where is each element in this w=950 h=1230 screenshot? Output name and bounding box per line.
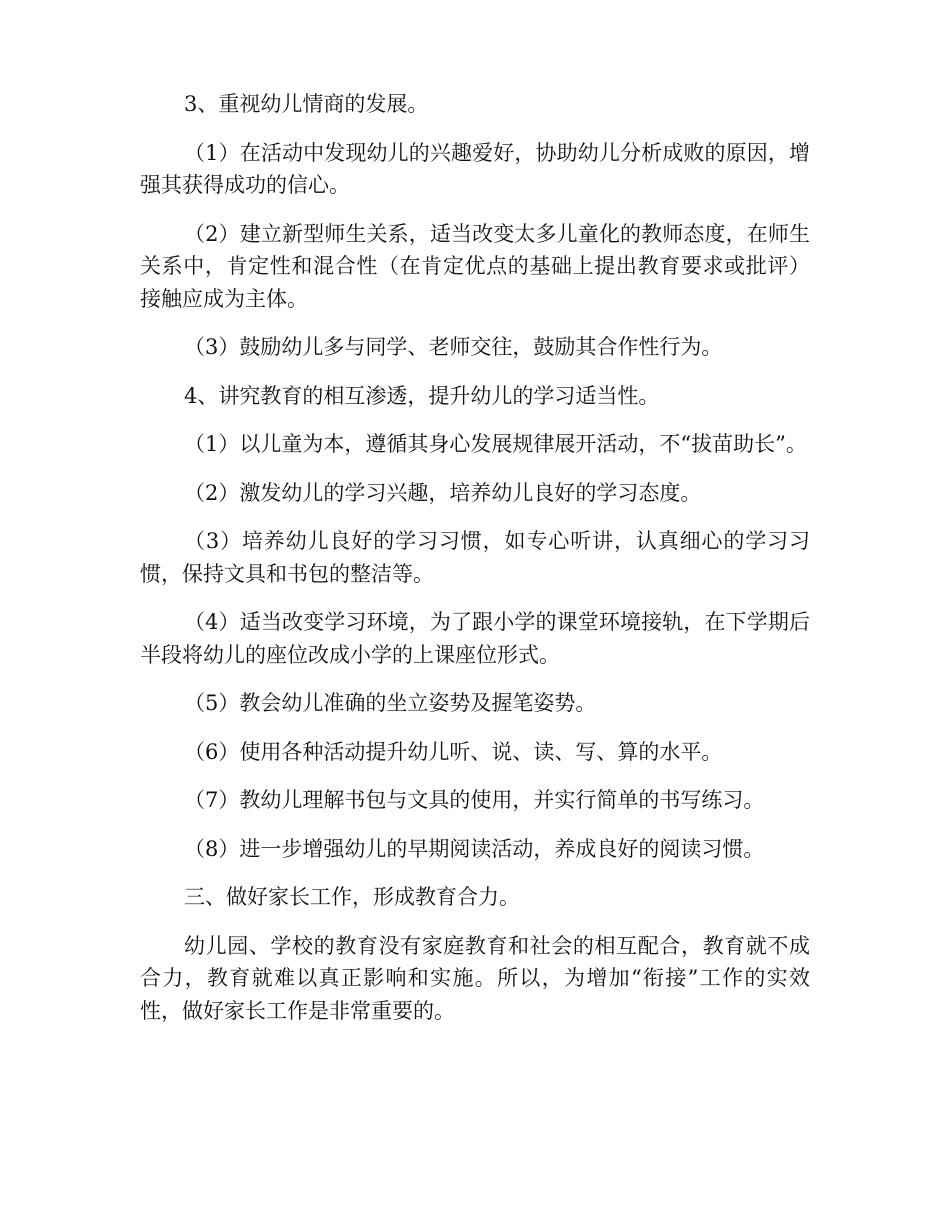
paragraph-4-2: （2）激发幼儿的学习兴趣，培养幼儿良好的学习态度。 [184,480,702,505]
paragraph-3-2: （2）建立新型师生关系，适当改变太多儿童化的教师态度，在师生关系中，肯定性和混合性（在肯定优点的基础上提出教育要求或批评）接触应成为主体。 [140,221,810,311]
section-heading-three: 三、做好家长工作，形成教育合力。 [184,885,520,909]
paragraph-4-4: （4）适当改变学习环境，为了跟小学的课堂环境接轨，在下学期后半段将幼儿的座位改成小学的上课座位形式。 [140,610,810,667]
paragraph-3-3: （3）鼓励幼儿多与同学、老师交往，鼓励其合作性行为。 [184,335,723,359]
paragraph-4-5: （5）教会幼儿准确的坐立姿势及握笔姿势。 [184,691,597,715]
paragraph-4-7: （7）教幼儿理解书包与文具的使用，并实行简单的书写练习。 [184,788,765,812]
section-heading-3: 3、重视幼儿情商的发展。 [184,92,429,116]
paragraph-4-8: （8）进一步增强幼儿的早期阅读活动，养成良好的阅读习惯。 [184,836,765,861]
paragraph-4-6: （6）使用各种活动提升幼儿听、说、读、写、算的水平。 [184,739,723,764]
document-body [140,88,810,1027]
paragraph-4-1: （1）以儿童为本，遵循其身心发展规律展开活动，不“拔苗助长”。 [184,432,807,456]
paragraph-three-body: 幼儿园、学校的教育没有家庭教育和社会的相互配合，教育就不成合力，教育就难以真正影响和实施。所以，为增加“衔接”工作的实效性，做好家长工作是非常重要的。 [140,933,810,1023]
paragraph-4-3: （3）培养幼儿良好的学习习惯，如专心听讲，认真细心的学习习惯，保持文具和书包的整洁等。 [140,529,810,586]
paragraph-3-1: （1）在活动中发现幼儿的兴趣爱好，协助幼儿分析成败的原因，增强其获得成功的信心。 [140,140,810,197]
section-heading-4: 4、讲究教育的相互渗透，提升幼儿的学习适当性。 [184,383,660,408]
